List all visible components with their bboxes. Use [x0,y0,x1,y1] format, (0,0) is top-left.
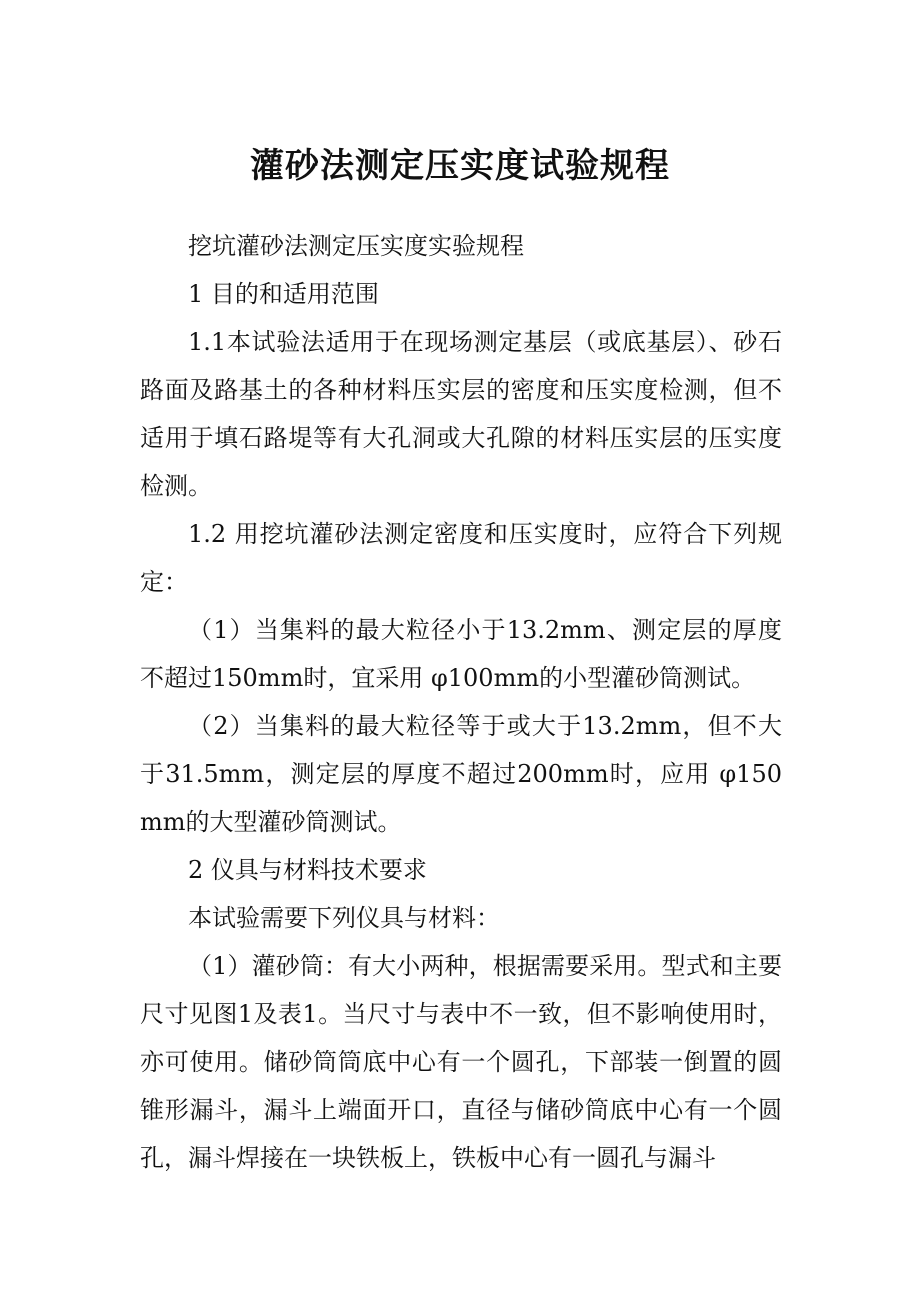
paragraph-subtitle: 挖坑灌砂法测定压实度实验规程 [188,232,524,260]
section-heading-2: 2 仪具与材料技术要求 [188,856,427,884]
paragraph-1-2: 1.2 用挖坑灌砂法测定密度和压实度时，应符合下列规定： [140,520,782,596]
section-heading-1: 1 目的和适用范围 [188,280,379,308]
paragraph-2-item-1: （1）灌砂筒：有大小两种，根据需要采用。型式和主要尺寸见图1及表1。当尺寸与表中不一致，但不影响使用时，亦可使用。储砂筒筒底中心有一个圆孔，下部装一倒置的圆锥形漏斗，漏斗上端面开口，直径与储砂筒底中心有一个圆孔，漏斗焊接在一块铁板上，铁板中心有一圆孔与漏斗 [140,952,782,1172]
paragraph-2-intro: 本试验需要下列仪具与材料： [188,904,500,932]
document-title: 灌砂法测定压实度试验规程 [250,146,670,186]
paragraph-1-2-item-2: （2）当集料的最大粒径等于或大于13.2mm，但不大于31.5mm，测定层的厚度不超过200mm时，应用 φ150mm的大型灌砂筒测试。 [140,712,782,836]
document-body [140,222,782,1182]
paragraph-1-1: 1.1本试验法适用于在现场测定基层（或底基层）、砂石路面及路基土的各种材料压实层的密度和压实度检测，但不适用于填石路堤等有大孔洞或大孔隙的材料压实层的压实度检测。 [140,328,782,500]
paragraph-1-2-item-1: （1）当集料的最大粒径小于13.2mm、测定层的厚度不超过150mm时，宜采用 φ100mm的小型灌砂筒测试。 [140,616,782,692]
